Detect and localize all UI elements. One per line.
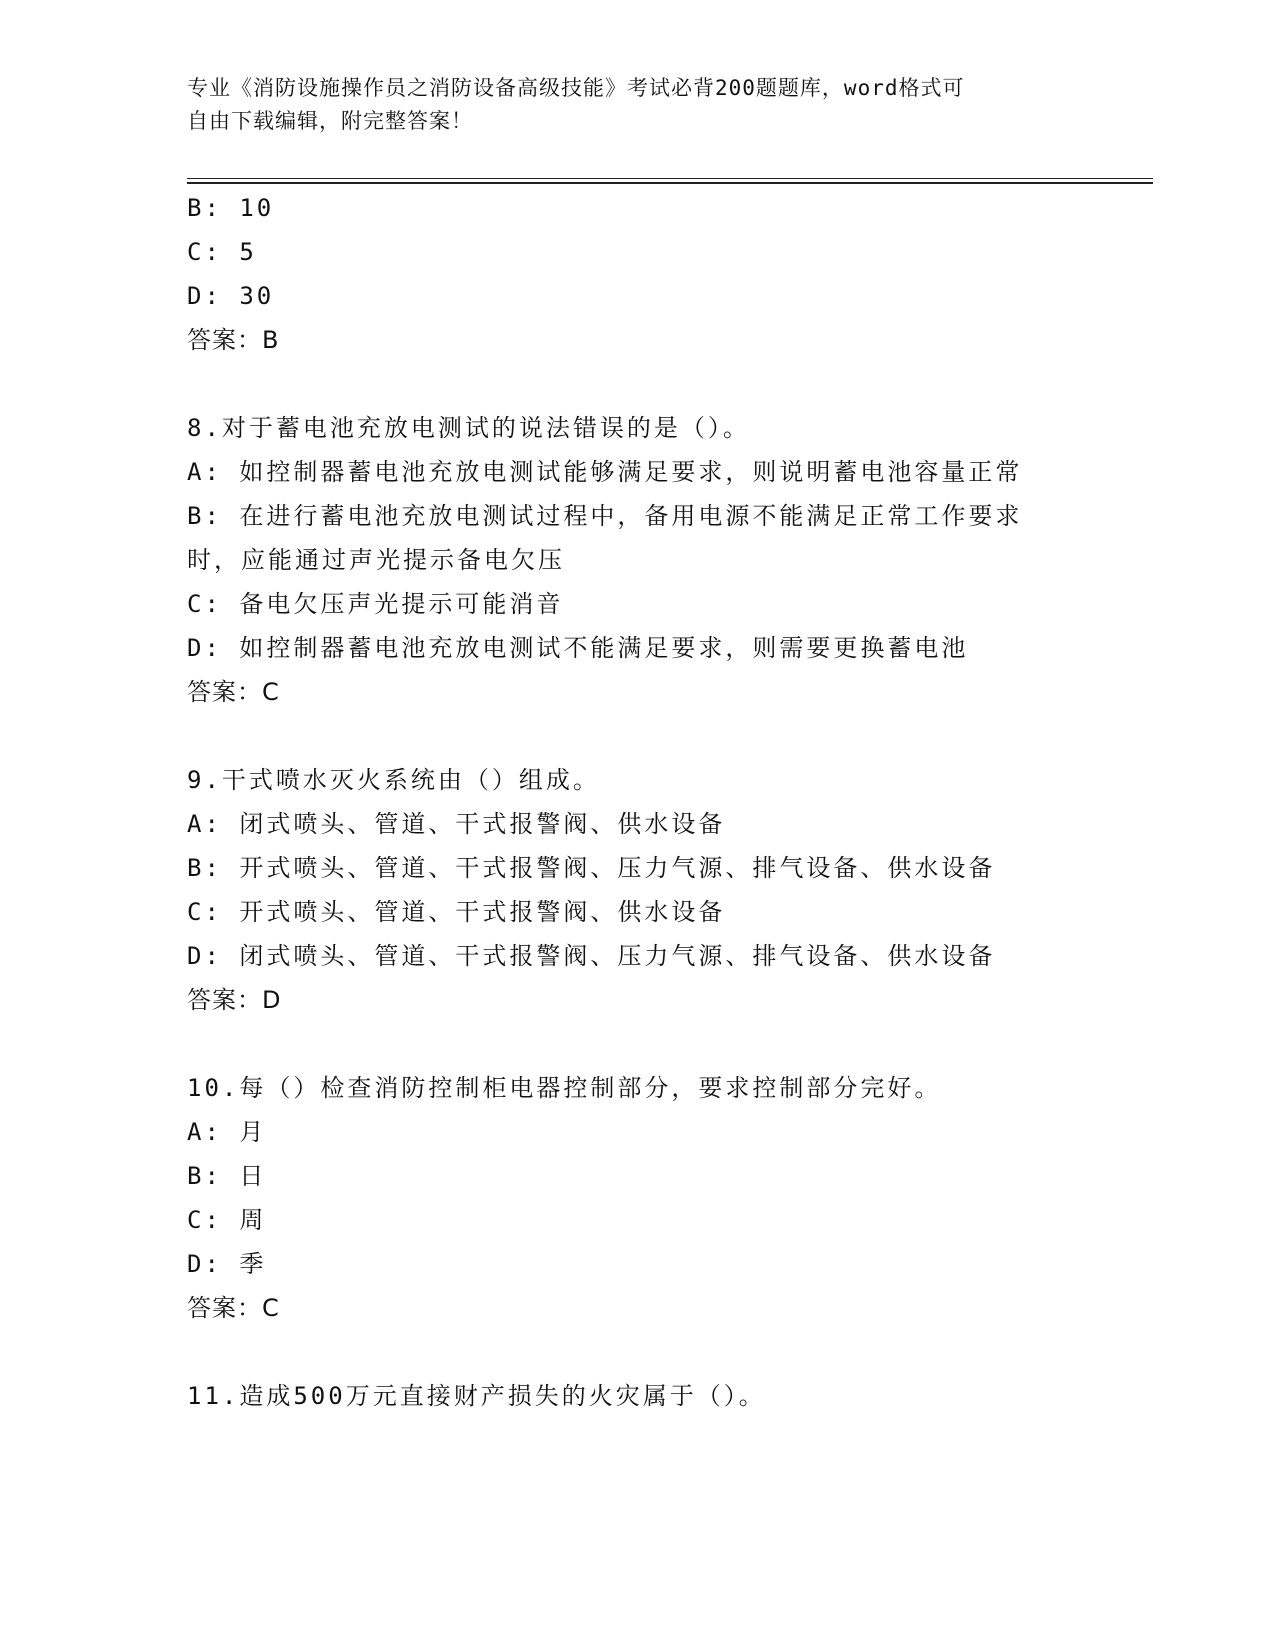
- document-header: [187, 72, 1087, 138]
- q10-option-b: B: 日: [187, 1162, 267, 1190]
- header-divider-thick: [187, 182, 1153, 184]
- q9-answer: 答案：D: [187, 986, 282, 1014]
- q8-question: 8.对于蓄电池充放电测试的说法错误的是（）。: [187, 414, 750, 442]
- q10-answer: 答案：C: [187, 1294, 280, 1322]
- q8-option-b-line2: 时，应能通过声光提示备电欠压: [187, 546, 565, 574]
- header-line-1: 专业《消防设施操作员之消防设备高级技能》考试必背200题题库，word格式可: [187, 76, 965, 100]
- q7-answer: 答案：B: [187, 326, 280, 354]
- q7-option-b: B: 10: [187, 194, 275, 222]
- q9-question: 9.干式喷水灭火系统由（）组成。: [187, 766, 600, 794]
- q10-option-a: A: 月: [187, 1118, 267, 1146]
- q8-option-a: A: 如控制器蓄电池充放电测试能够满足要求，则说明蓄电池容量正常: [187, 458, 1023, 486]
- q9-option-c: C: 开式喷头、管道、干式报警阀、供水设备: [187, 898, 726, 926]
- q10-question: 10.每（）检查消防控制柜电器控制部分，要求控制部分完好。: [187, 1074, 942, 1102]
- q7-option-c: C: 5: [187, 238, 257, 266]
- q7-option-d: D: 30: [187, 282, 275, 310]
- header-line-2: 自由下载编辑，附完整答案！: [187, 109, 473, 133]
- q9-option-a: A: 闭式喷头、管道、干式报警阀、供水设备: [187, 810, 726, 838]
- q8-option-b-line1: B: 在进行蓄电池充放电测试过程中，备用电源不能满足正常工作要求: [187, 502, 1023, 530]
- q9-option-d: D: 闭式喷头、管道、干式报警阀、压力气源、排气设备、供水设备: [187, 942, 996, 970]
- header-divider-thin: [187, 178, 1153, 179]
- q8-answer: 答案：C: [187, 678, 280, 706]
- q11-question: 11.造成500万元直接财产损失的火灾属于（）。: [187, 1382, 766, 1410]
- q8-option-c: C: 备电欠压声光提示可能消音: [187, 590, 564, 618]
- q9-option-b: B: 开式喷头、管道、干式报警阀、压力气源、排气设备、供水设备: [187, 854, 996, 882]
- q10-option-c: C: 周: [187, 1206, 267, 1234]
- q8-option-d: D: 如控制器蓄电池充放电测试不能满足要求，则需要更换蓄电池: [187, 634, 969, 662]
- q10-option-d: D: 季: [187, 1250, 267, 1278]
